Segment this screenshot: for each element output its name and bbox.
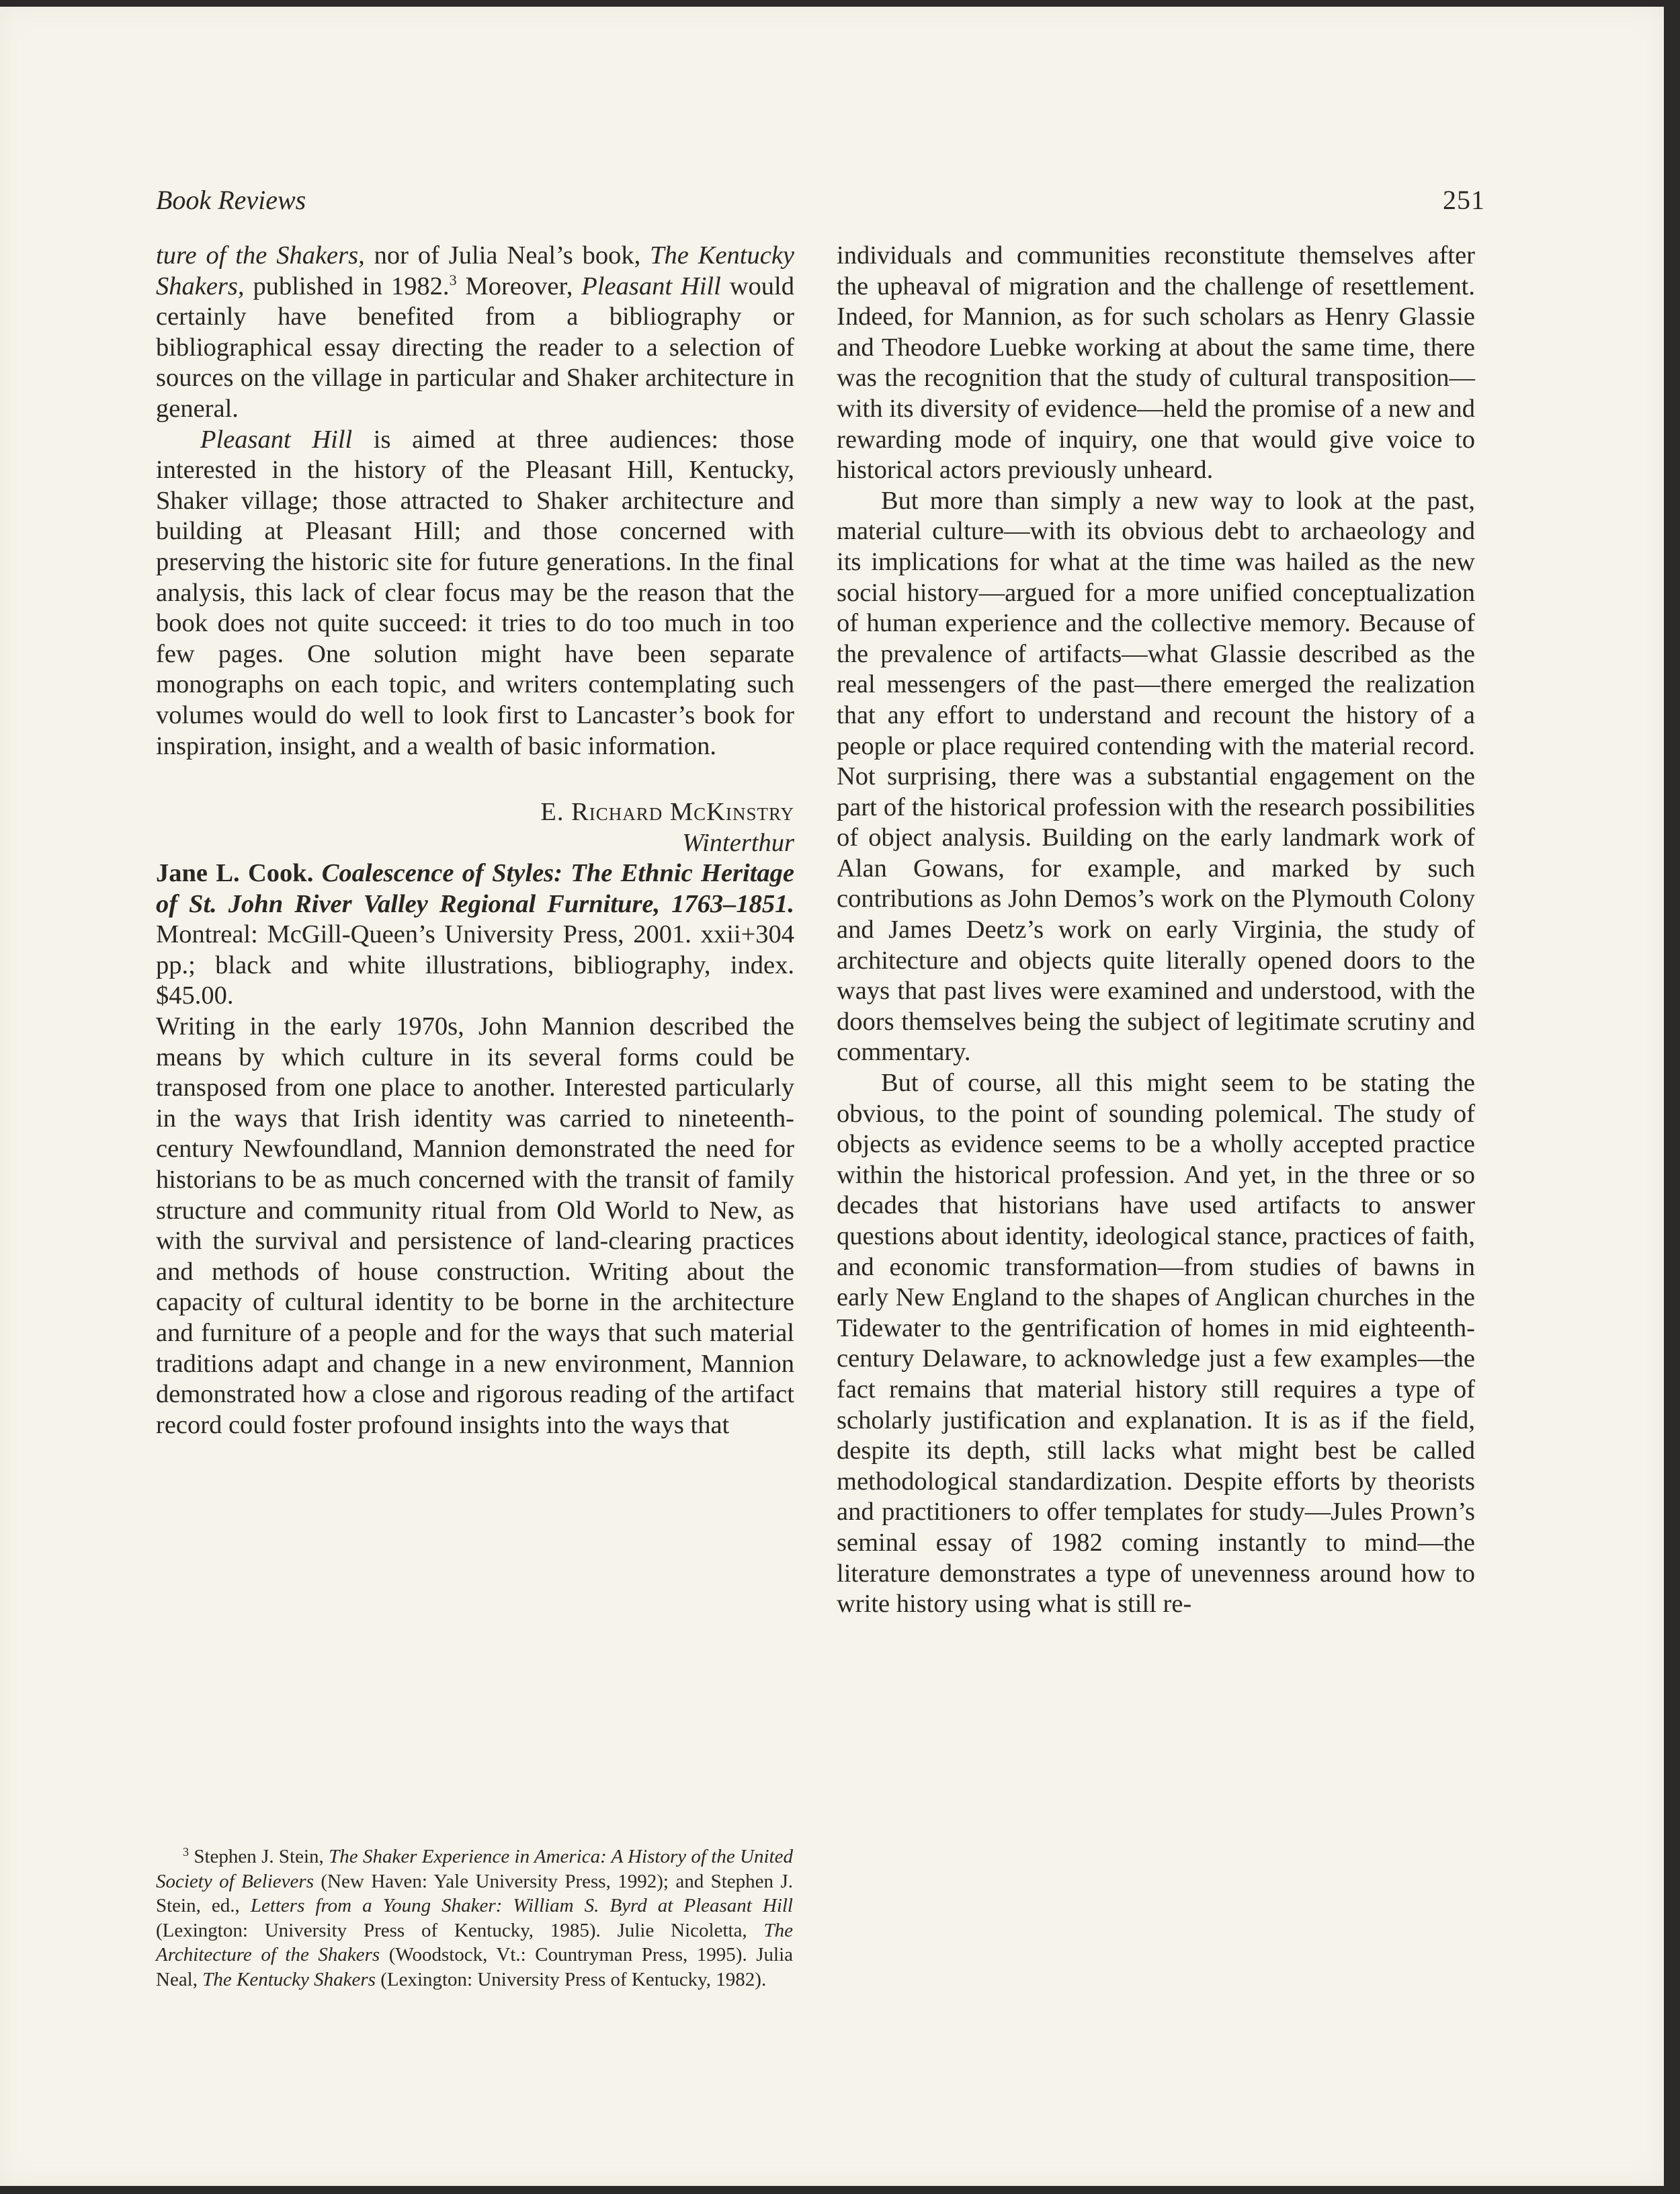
footnote-number: 3 xyxy=(183,1845,189,1859)
reviewer-institution: Winterthur xyxy=(682,829,794,858)
left-column xyxy=(156,241,794,1440)
text-run: is aimed at three audiences: those interested in the history of the Pleasant Hill, Kentucky, Shaker village; those attracted to Shaker architecture and building at Pleasant Hill; and those concerned with preserving the historic site for future generations. In the final analysis, this lack of clear focus may be the reason that the book does not quite succeed: it tries to do too much in too few pages. One solution might have been separate monographs on each topic, and writers contemplating such volumes would do well to look first to Lancaster’s book for inspiration, insight, and a wealth of basic information. xyxy=(156,425,794,760)
italic-run: The Kentucky Shakers xyxy=(202,1968,376,1990)
paragraph: But of course, all this might seem to be stating the obvious, to the point of sounding polemical. The study of objects as evidence seems to be a wholly accepted practice within the historical profession. And yet, in the three or so decades that historians have used artifacts to answer questions about identity, ideological stance, practices of faith, and economic transformation—from studies of bawns in early New England to the shapes of Anglican churches in the Tidewater to the gentrification of homes in mid eighteenth-century Delaware, to acknowledge just a few examples—the fact remains that material history still requires a type of scholarly justification and explanation. It is as if the field, despite its depth, still lacks what might best be called methodological standardization. Despite efforts by theorists and practitioners to offer templates for study—Jules Prown’s seminal essay of 1982 coming instantly to mind—the literature demonstrates a type of unevenness around how to write history using what is still re- xyxy=(837,1069,1475,1619)
italic-run: Pleasant Hill xyxy=(200,425,353,454)
text-run: published in 1982. xyxy=(244,272,450,300)
continued-paragraph xyxy=(156,241,794,425)
review-citation xyxy=(156,858,794,1012)
footnote xyxy=(156,1840,793,1992)
italic-run: The Kentucky Shakers, xyxy=(156,241,795,300)
book-title: Coalescence of Styles: The Ethnic Heritage of St. John River Valley Regional Furniture, 1763–1851. xyxy=(156,859,794,918)
italic-run: Pleasant Hill xyxy=(581,272,721,300)
text-run: (Woodstock, Vt.: Countryman Press, 1995). Julia Neal, xyxy=(156,1944,793,1990)
review-paragraph: Writing in the early 1970s, John Mannion described the means by which culture in its several forms could be transposed from one place to another. Interested particularly in the ways that Irish identity was carried to nineteenth-century Newfoundland, Mannion demonstrated the need for historians to be as much concerned with the transit of family structure and community ritual from Old World to New, as with the survival and persistence of land-clearing practices and methods of house construction. Writing about the capacity of cultural identity to be borne in the architecture and furniture of a people and for the ways that such material traditions adapt and change in a new environment, Mannion demonstrated how a close and rigorous reading of the artifact record could foster profound insights into the ways that xyxy=(156,1012,794,1439)
italic-run: The Shaker Experience in America: A History of the United Society of Believers xyxy=(156,1846,793,1892)
page-number: 251 xyxy=(1443,185,1485,215)
text-run: Moreover, xyxy=(456,272,582,300)
footnotes xyxy=(156,1840,793,1992)
publication-details: Montreal: McGill-Queen’s University Press, 2001. xxii+304 pp.; black and white illustrations, bibliography, index. $45.00. xyxy=(156,920,794,1010)
footnote-reference[interactable]: 3 xyxy=(449,271,457,288)
text-run: Stephen J. Stein, xyxy=(189,1846,329,1867)
reviewer-name: E. Richard McKinstry xyxy=(540,798,794,827)
paragraph: individuals and communities reconstitute themselves after the upheaval of migration and the challenge of resettlement. Indeed, for Mannion, as for such scholars as Henry Glassie and Theodore Luebke working at about the same time, there was the recognition that the study of cultural transposition—with its diversity of evidence—held the promise of a new and rewarding mode of inquiry, one that would give voice to historical actors previously unheard. xyxy=(837,241,1475,485)
paragraph xyxy=(156,425,794,762)
running-head-section: Book Reviews xyxy=(156,185,306,215)
paragraph: But more than simply a new way to look at the past, material culture—with its obvious debt to archaeology and its implications for what at the time was hailed as the new social history—argued for a more unified conceptualization of human experience and the collective memory. Because of the prevalence of artifacts—what Glassie described as the real messengers of the past—there emerged the realization that any effort to understand and recount the history of a people or place required contending with the material record. Not surprising, there was a substantial engagement on the part of the historical profession with the research possibilities of object analysis. Building on the early landmark work of Alan Gowans, for example, and marked by such contributions as John Demos’s work on the Plymouth Colony and James Deetz’s work on early Virginia, the study of architecture and objects quite literally opened doors to the ways that past lives were examined and understood, with the doors themselves being the subject of legitimate scrutiny and commentary. xyxy=(837,486,1475,1067)
italic-run: The Architecture of the Shakers xyxy=(156,1919,793,1966)
right-column xyxy=(837,241,1475,1620)
text-run: (New Haven: Yale University Press, 1992); and Stephen J. Stein, ed., xyxy=(156,1870,793,1917)
text-run: (Lexington: University Press of Kentucky, 1982). xyxy=(375,1968,767,1990)
text-run: would certainly have benefited from a bibliography or bibliographical essay directing the reader to a selection of sources on the village in particular and Shaker architecture in general. xyxy=(156,272,794,423)
book-author: Jane L. Cook. xyxy=(156,859,314,888)
reviewer-signature xyxy=(156,797,794,858)
text-run: (Lexington: University Press of Kentucky, 1985). Julie Nicoletta, xyxy=(156,1919,764,1941)
journal-page xyxy=(0,7,1664,2186)
italic-run: Letters from a Young Shaker: William S. Byrd at Pleasant Hill xyxy=(250,1895,793,1917)
text-run: nor of Julia Neal’s book, xyxy=(364,241,650,270)
italic-run: ture of the Shakers, xyxy=(156,241,365,270)
